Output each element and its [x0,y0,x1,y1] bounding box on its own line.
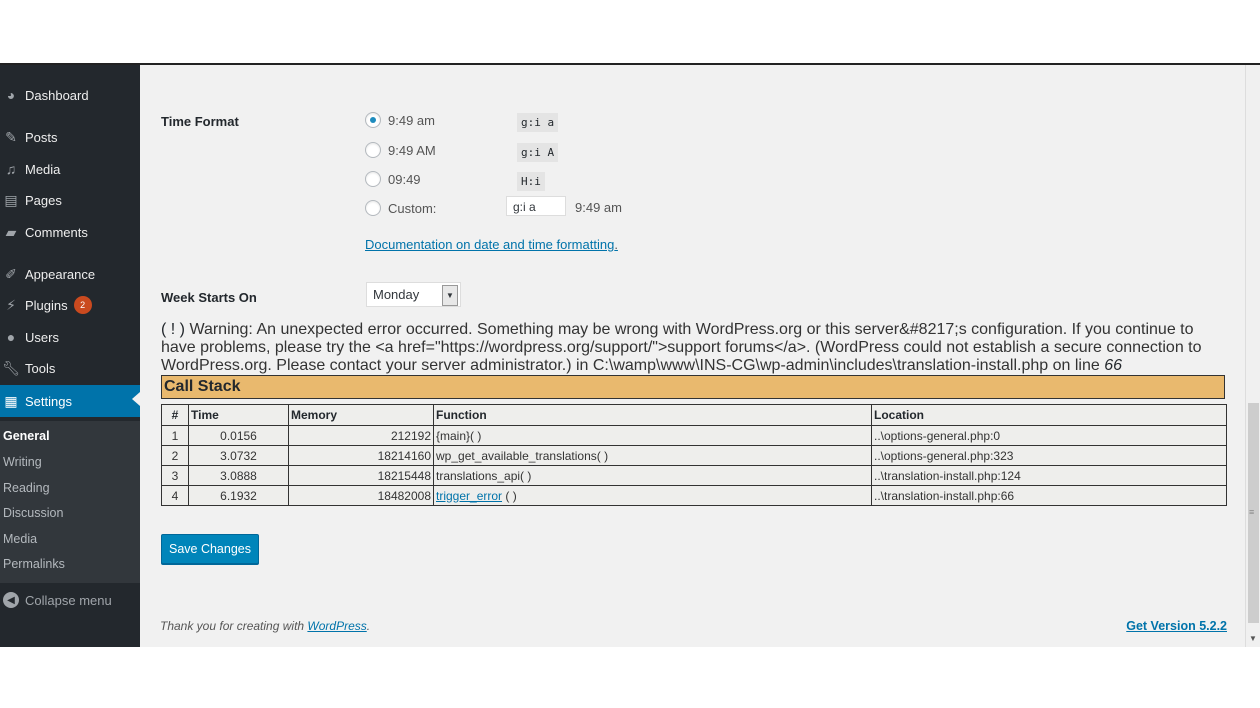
custom-time-preview: 9:49 am [575,200,622,215]
sidebar-item-label: Plugins [25,297,68,313]
pin-icon: ✎ [5,128,17,145]
col-header: Location [872,405,1227,426]
cell-location: ..\translation-install.php:124 [872,466,1227,486]
scroll-down-icon[interactable]: ▼ [1249,634,1257,643]
cell-time: 6.1932 [189,486,289,506]
call-stack-title: Call Stack [161,375,1225,399]
sidebar-item-pages[interactable] [0,186,140,214]
cell-number: 2 [162,446,189,466]
footer-thanks-suffix: . [366,619,371,633]
sidebar-item-tools[interactable] [0,354,140,382]
table-row [162,446,1227,466]
submenu-general[interactable]: General [3,429,50,443]
footer-thanks-text: Thank you for creating with [160,619,308,633]
doc-link[interactable] [365,237,618,252]
submenu-discussion[interactable]: Discussion [3,506,64,520]
time-format-option[interactable] [365,200,436,216]
warning-message [161,321,1225,375]
save-changes-button[interactable]: Save Changes [161,534,259,564]
pages-icon: ▤ [4,191,18,208]
dashboard-icon: ◕ [6,87,16,103]
format-code: H:i [517,172,545,191]
select-value: Monday [373,287,420,302]
cell-number: 1 [162,426,189,446]
submenu-writing[interactable]: Writing [3,455,42,469]
settings-content [140,65,1245,647]
cell-number: 3 [162,466,189,486]
collapse-icon: ◀ [3,592,19,608]
wordpress-link[interactable]: WordPress [307,619,367,633]
col-header: Memory [289,405,434,426]
week-starts-label: Week Starts On [161,290,257,305]
warning-line: 66 [1104,357,1122,374]
custom-time-format-input[interactable]: g:i a [506,196,566,216]
col-header: Time [189,405,289,426]
cell-location: ..\options-general.php:0 [872,426,1227,446]
settings-submenu [0,421,140,583]
sidebar-item-appearance[interactable] [0,260,140,288]
sidebar-item-plugins[interactable] [0,291,140,319]
option-label: 09:49 [388,171,421,187]
brush-icon: ✐ [5,265,17,282]
cell-memory: 212192 [289,426,434,446]
table-header [162,405,1227,426]
table-row [162,466,1227,486]
week-starts-select[interactable] [366,282,461,307]
sidebar-item-comments[interactable] [0,218,140,246]
footer-thanks [160,619,370,633]
sidebar-item-label: Users [25,329,59,345]
settings-icon: ▦ [4,392,18,409]
sidebar-item-settings[interactable] [0,385,140,417]
sidebar-item-dashboard[interactable] [0,81,140,109]
users-icon: ● [6,329,16,345]
submenu-media[interactable]: Media [3,532,38,546]
option-label: 9:49 am [388,112,435,128]
cell-function: translations_api( ) [434,466,872,486]
page-scrollbar[interactable] [1245,65,1260,647]
radio[interactable] [365,200,381,216]
wrench-icon: 🔧︎ [2,359,20,376]
sidebar-item-media[interactable] [0,155,140,183]
time-format-option[interactable] [365,171,421,187]
warning-icon: ( ! ) [161,321,185,338]
dropdown-arrow-icon[interactable]: ▼ [442,285,458,306]
cell-function [434,486,872,506]
cell-time: 3.0732 [189,446,289,466]
doc-link-text[interactable]: Documentation on date and time formatting [365,237,615,252]
format-code: g:i a [517,113,558,132]
sidebar-item-label: Dashboard [25,87,89,103]
get-version-link[interactable]: Get Version 5.2.2 [1126,619,1227,633]
col-header: # [162,405,189,426]
scroll-grip-icon: ≡ [1249,507,1255,517]
option-label: 9:49 AM [388,142,436,158]
cell-location: ..\translation-install.php:66 [872,486,1227,506]
function-doc-link[interactable]: trigger_error [436,488,503,503]
warning-text: Warning: An unexpected error occurred. Something may be wrong with WordPress.org or this server&#8217;s configuration. If you continue to have problems, please try the <a href="https://wordpress.org/support/">support forums</a>. (WordPress could not establish a secure connection to WordPress.org. Please contact your server administrator.) in C:\wamp\www\INS-CG\wp-admin\includes\translation-install.php on line [161,321,1202,374]
cell-location: ..\options-general.php:323 [872,446,1227,466]
col-header: Function [434,405,872,426]
call-stack-table [161,404,1227,506]
format-code: g:i A [517,143,558,162]
time-format-label: Time Format [161,114,239,129]
table-row [162,486,1227,506]
cell-time: 3.0888 [189,466,289,486]
radio-checked[interactable] [365,112,381,128]
radio[interactable] [365,142,381,158]
collapse-menu-label: Collapse menu [25,592,112,608]
time-format-option[interactable] [365,112,435,128]
table-row [162,426,1227,446]
media-icon: ♫ [5,161,17,177]
sidebar-item-label: Pages [25,192,62,208]
time-format-option[interactable] [365,142,436,158]
collapse-menu-button[interactable] [0,587,140,613]
sidebar-item-label: Media [25,161,61,177]
sidebar-item-label: Tools [25,360,56,376]
cell-time: 0.0156 [189,426,289,446]
submenu-permalinks[interactable]: Permalinks [3,557,65,571]
function-args: ( ) [502,488,517,503]
radio[interactable] [365,171,381,187]
doc-link-suffix: . [614,237,618,252]
sidebar-item-label: Comments [25,224,88,240]
cell-function: {main}( ) [434,426,872,446]
sidebar-item-label: Settings [25,393,72,409]
plugin-icon: ⚡ [6,296,16,313]
cell-memory: 18214160 [289,446,434,466]
xdebug-warning [161,321,1225,399]
option-label: Custom: [388,200,437,216]
cell-function: wp_get_available_translations( ) [434,446,872,466]
plugins-update-badge: 2 [74,296,92,314]
cell-memory: 18482008 [289,486,434,506]
sidebar-item-users[interactable] [0,323,140,351]
cell-number: 4 [162,486,189,506]
cell-memory: 18215448 [289,466,434,486]
comment-icon: ▰ [5,223,17,240]
submenu-reading[interactable]: Reading [3,481,50,495]
admin-frame [0,63,1260,647]
admin-sidebar [0,65,140,647]
sidebar-item-label: Posts [25,129,58,145]
sidebar-item-posts[interactable] [0,123,140,151]
sidebar-item-label: Appearance [25,266,96,282]
